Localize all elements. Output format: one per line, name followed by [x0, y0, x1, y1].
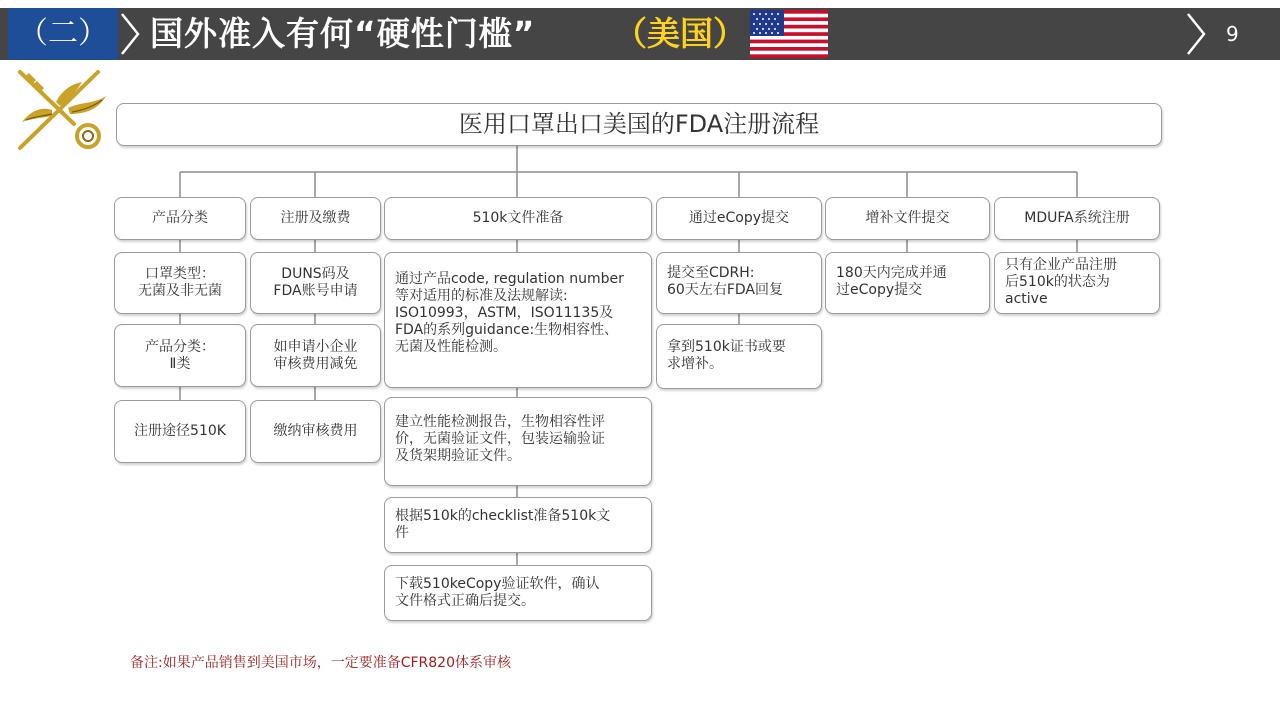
footnote: 备注:如果产品销售到美国市场，一定要准备CFR820体系审核	[130, 655, 511, 671]
step-box	[384, 565, 652, 621]
column-heading-label: 510k文件准备	[472, 210, 564, 226]
step-text: 及货架期验证文件。	[395, 448, 521, 464]
page-number: 9	[1226, 22, 1239, 46]
column-heading-label: 产品分类	[152, 210, 208, 226]
column-heading-label: MDUFA系统注册	[1024, 210, 1130, 226]
step-text: 根据510k的checklist准备510k文	[395, 508, 611, 524]
step-box	[384, 397, 652, 486]
step-text: ISO10993，ASTM，ISO11135及	[395, 305, 614, 321]
step-text: 60天左右FDA回复	[667, 282, 783, 298]
step-box	[114, 324, 246, 387]
column-heading-supplement-submission	[825, 197, 990, 240]
step-text: 审核费用减免	[273, 355, 358, 372]
step-text: DUNS码及	[281, 266, 350, 282]
step-text: 提交至CDRH:	[667, 265, 755, 281]
flowchart-title	[116, 103, 1162, 146]
step-box	[656, 324, 822, 389]
step-text: 后510k的状态为	[1005, 274, 1110, 290]
step-text: 注册途径510K	[134, 423, 226, 439]
step-text: 价，无菌验证文件，包装运输验证	[395, 431, 605, 447]
column-heading-510k-documents	[384, 197, 652, 240]
column-heading-label: 增补文件提交	[865, 210, 950, 226]
step-text: 通过产品code, regulation number	[395, 271, 624, 287]
step-text: FDA的系列guidance:生物相容性、	[395, 322, 619, 338]
step-box	[656, 252, 822, 314]
step-text: FDA账号申请	[273, 283, 358, 299]
step-box	[994, 252, 1160, 314]
page-title: 国外准入有何“硬性门槛”	[150, 14, 536, 53]
step-text: 无菌及非无菌	[138, 283, 222, 299]
step-text: active	[1005, 291, 1048, 307]
step-text: 如申请小企业	[273, 338, 358, 355]
column-heading-registration-fees	[250, 197, 381, 240]
step-box	[250, 400, 381, 463]
step-text: 等对适用的标准及法规解读:	[395, 288, 568, 304]
column-heading-label: 注册及缴费	[280, 210, 351, 226]
step-text: 口罩类型：	[145, 266, 215, 282]
step-text: 求增补。	[667, 356, 723, 372]
step-text: 无菌及性能检测。	[395, 339, 507, 355]
step-box	[114, 400, 246, 463]
step-text: 下载510keCopy验证软件，确认	[395, 576, 600, 592]
step-box	[250, 252, 381, 314]
step-text: 件	[395, 525, 409, 541]
step-box	[384, 252, 652, 388]
step-text: 缴纳审核费用	[273, 423, 358, 439]
step-box	[384, 497, 652, 553]
section-label: （二）	[18, 16, 108, 51]
step-text: 建立性能检测报告，生物相容性评	[395, 414, 605, 430]
column-heading-label: 通过eCopy提交	[688, 210, 790, 226]
step-text: 文件格式正确后提交。	[395, 593, 535, 609]
step-box	[825, 252, 990, 314]
step-text: 180天内完成并通	[836, 265, 947, 281]
column-heading-mdufa-registration	[994, 197, 1160, 240]
page-subtitle: （美国）	[614, 14, 746, 53]
column-heading-ecopy-submission	[656, 197, 822, 240]
step-text: 产品分类：	[145, 338, 215, 355]
step-box	[250, 324, 381, 387]
step-text: 拿到510k证书或要	[667, 339, 786, 355]
flowchart-title-text: 医用口罩出口美国的FDA注册流程	[458, 110, 820, 138]
step-text: 过eCopy提交	[836, 282, 923, 298]
step-text: 只有企业产品注册	[1005, 257, 1117, 273]
step-box	[114, 252, 246, 314]
column-heading-product-classification	[114, 197, 246, 240]
step-text: Ⅱ类	[169, 355, 191, 372]
